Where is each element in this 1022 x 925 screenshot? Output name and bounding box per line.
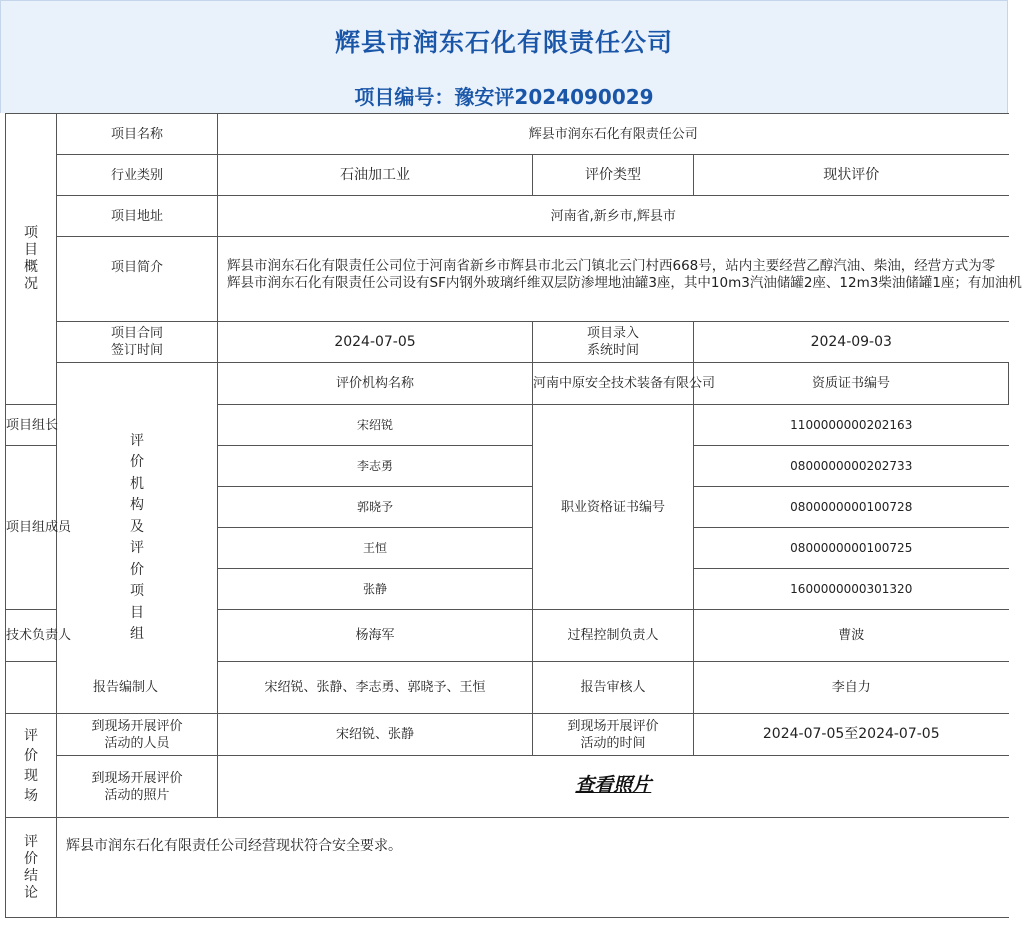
site-time-label: 到现场开展评价 活动的时间: [533, 714, 694, 756]
site-time-value: 2024-07-05至2024-07-05: [694, 714, 1009, 756]
site-people-label: 到现场开展评价 活动的人员: [57, 714, 218, 756]
section-label-conclusion: 评 价 结 论: [6, 818, 57, 918]
member-name: 郭晓予: [218, 487, 533, 528]
leader-label: 项目组长: [6, 405, 57, 446]
members-label: 项目组成员: [6, 446, 57, 610]
conclusion-text: 辉县市润东石化有限责任公司经营现状符合安全要求。: [57, 818, 1009, 918]
project-name-value: 辉县市润东石化有限责任公司: [218, 114, 1009, 155]
member-cert: 1600000000301320: [694, 569, 1009, 610]
industry-label: 行业类别: [57, 155, 218, 196]
member-cert: 0800000000100728: [694, 487, 1009, 528]
process-lead-value: 曹波: [694, 610, 1009, 662]
site-people-value: 宋绍锐、张静: [218, 714, 533, 756]
tech-lead-value: 杨海军: [218, 610, 533, 662]
view-photos-link[interactable]: 查看照片: [575, 774, 652, 796]
member-cert: 0800000000100725: [694, 528, 1009, 569]
industry-value: 石油加工业: [218, 155, 533, 196]
page-header: [0, 0, 1008, 113]
section-label-overview: 项 目 概 况: [6, 114, 57, 405]
entry-date-value: 2024-09-03: [694, 322, 1009, 363]
qual-cert-label: 职业资格证书编号: [533, 405, 694, 610]
eval-type-value: 现状评价: [694, 155, 1009, 196]
member-name: 张静: [218, 569, 533, 610]
member-name: 李志勇: [218, 446, 533, 487]
compiler-label: 报告编制人: [6, 662, 218, 714]
reviewer-label: 报告审核人: [533, 662, 694, 714]
contract-date-value: 2024-07-05: [218, 322, 533, 363]
site-photo-cell: [218, 756, 1009, 818]
member-name: 王恒: [218, 528, 533, 569]
section-label-site: 评 价 现 场: [6, 714, 57, 818]
member-cert: 0800000000202733: [694, 446, 1009, 487]
intro-label: 项目简介: [57, 237, 218, 322]
process-lead-label: 过程控制负责人: [533, 610, 694, 662]
entry-date-label: 项目录入 系统时间: [533, 322, 694, 363]
compilers-value: 宋绍锐、张静、李志勇、郭晓予、王恒: [218, 662, 533, 714]
intro-line-2: 辉县市润东石化有限责任公司设有SF内钢外玻璃纤维双层防渗埋地油罐3座，其中10m3汽油储罐2座、12m3柴油储罐1座；有加油机: [227, 275, 1022, 291]
project-name-label: 项目名称: [57, 114, 218, 155]
leader-name: 宋绍锐: [218, 405, 533, 446]
project-number: 项目编号：豫安评2024090029: [354, 85, 654, 109]
address-value: 河南省,新乡市,辉县市: [218, 196, 1009, 237]
org-name-value: 河南中原安全技术装备有限公司: [533, 363, 694, 405]
eval-type-label: 评价类型: [533, 155, 694, 196]
intro-text: [218, 237, 1022, 322]
tech-lead-label: 技术负责人: [6, 610, 57, 662]
contract-date-label: 项目合同 签订时间: [57, 322, 218, 363]
cert-label: 资质证书编号: [694, 363, 1009, 405]
intro-line-1: 辉县市润东石化有限责任公司位于河南省新乡市辉县市北云门镇北云门村西668号，站内主要经营乙醇汽油、柴油，经营方式为零: [227, 258, 996, 274]
project-info-table: [5, 113, 1022, 918]
org-name-label: 评价机构名称: [218, 363, 533, 405]
company-title: 辉县市润东石化有限责任公司: [334, 28, 673, 57]
site-photo-label: 到现场开展评价 活动的照片: [57, 756, 218, 818]
address-label: 项目地址: [57, 196, 218, 237]
reviewer-value: 李自力: [694, 662, 1009, 714]
section-label-org: 评 价 机 构 及 评 价 项 目 组: [57, 363, 218, 714]
leader-cert: 1100000000202163: [694, 405, 1009, 446]
